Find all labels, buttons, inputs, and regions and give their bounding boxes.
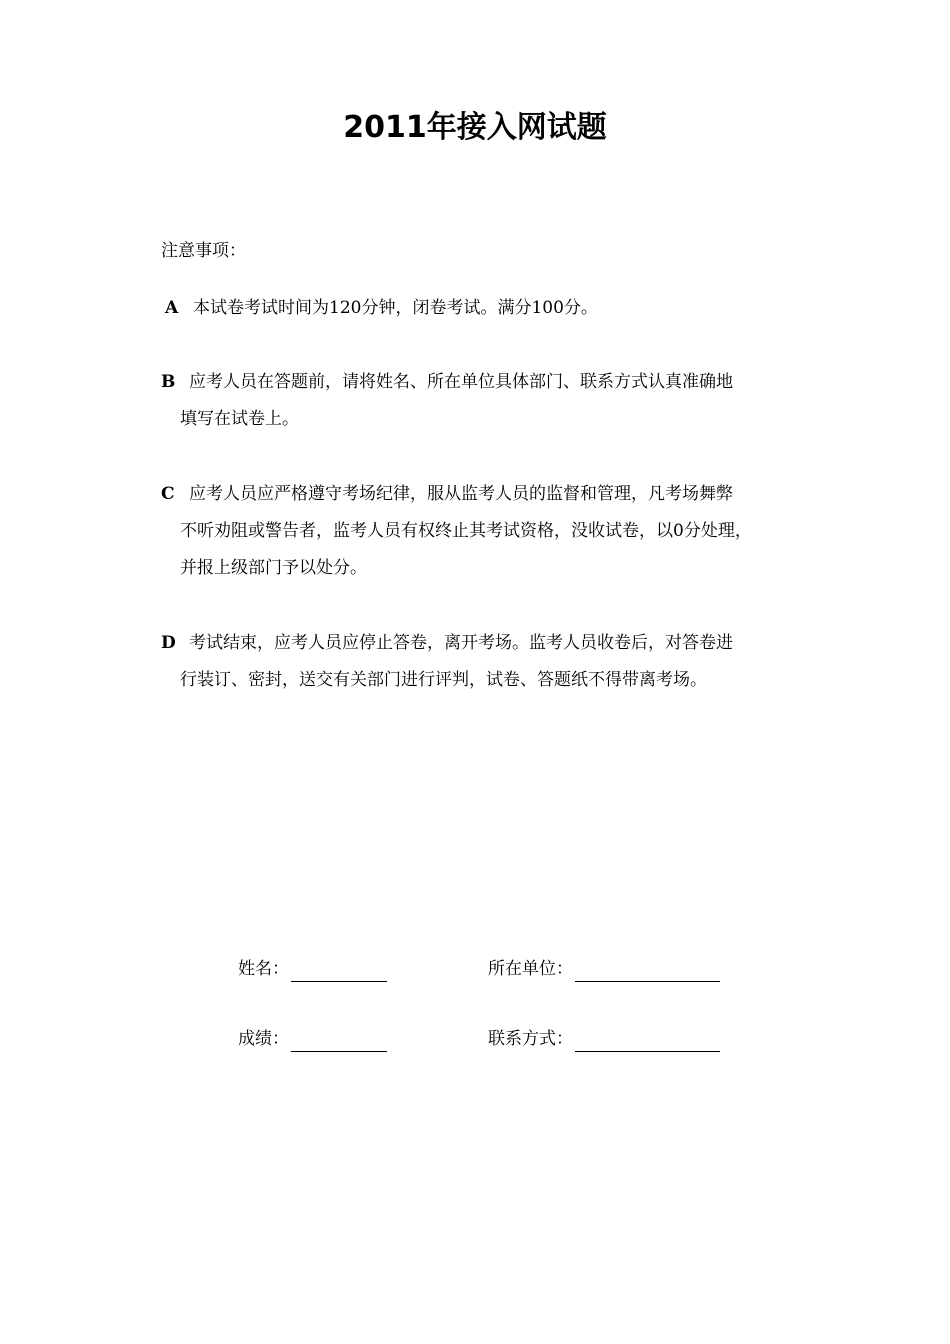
item-text-line: 填写在试卷上。 xyxy=(180,409,299,429)
item-letter: C xyxy=(161,484,175,504)
item-text-line: 本试卷考试时间为120分钟，闭卷考试。满分100分。 xyxy=(193,298,598,318)
contact-blank-line[interactable] xyxy=(575,1031,720,1052)
contact-label: 联系方式： xyxy=(488,1029,573,1049)
notice-item-c xyxy=(161,476,811,587)
unit-label: 所在单位： xyxy=(488,959,573,979)
item-text-line: 不听劝阻或警告者，监考人员有权终止其考试资格，没收试卷，以0分处理， xyxy=(180,521,752,541)
notice-item-b xyxy=(161,364,811,438)
item-letter: A xyxy=(165,298,179,318)
notice-item-a xyxy=(161,290,811,327)
name-field xyxy=(238,956,387,982)
unit-field xyxy=(488,956,720,982)
item-text-line: 应考人员应严格遵守考场纪律，服从监考人员的监督和管理，凡考场舞弊 xyxy=(189,484,733,504)
contact-field xyxy=(488,1026,720,1052)
name-label: 姓名： xyxy=(238,959,289,979)
name-blank-line[interactable] xyxy=(291,961,387,982)
unit-blank-line[interactable] xyxy=(575,961,720,982)
score-field xyxy=(238,1026,387,1052)
item-letter: B xyxy=(161,372,176,392)
item-letter: D xyxy=(161,633,176,653)
item-text-line: 行装订、密封，送交有关部门进行评判，试卷、答题纸不得带离考场。 xyxy=(180,670,707,690)
document-title: 2011年接入网试题 xyxy=(343,110,607,145)
notice-item-d xyxy=(161,625,811,699)
score-blank-line[interactable] xyxy=(291,1031,387,1052)
item-text-line: 并报上级部门予以处分。 xyxy=(180,558,367,578)
score-label: 成绩： xyxy=(238,1029,289,1049)
notice-heading: 注意事项： xyxy=(161,241,246,261)
item-text-line: 应考人员在答题前，请将姓名、所在单位具体部门、联系方式认真准确地 xyxy=(189,372,733,392)
item-text-line: 考试结束，应考人员应停止答卷，离开考场。监考人员收卷后，对答卷进 xyxy=(189,633,733,653)
